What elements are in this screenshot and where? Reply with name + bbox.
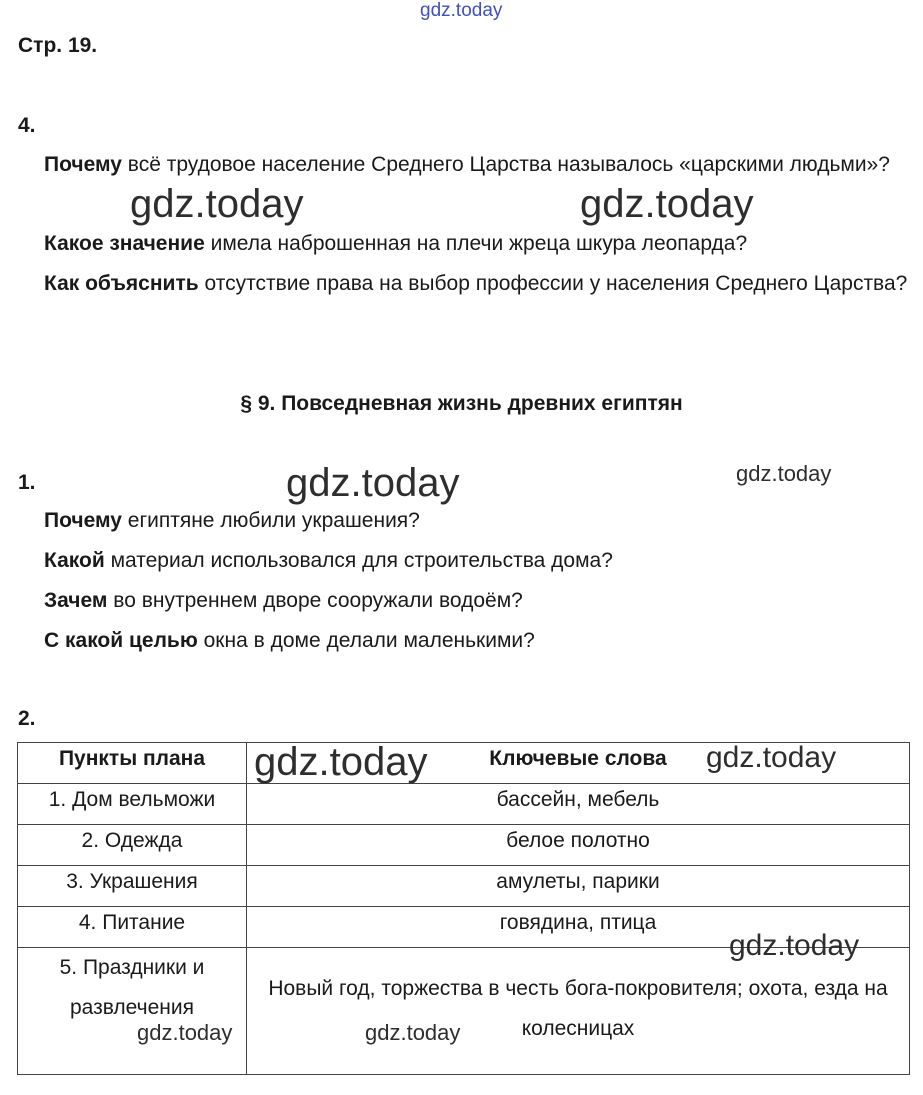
plan-item: 4. Питание	[18, 907, 247, 948]
keywords: белое полотно	[247, 825, 910, 866]
plan-item: 3. Украшения	[18, 866, 247, 907]
table-row	[18, 784, 910, 825]
watermark-top: gdz.today	[420, 0, 503, 21]
watermark: gdz.today	[729, 929, 860, 962]
plan-table	[17, 742, 910, 1075]
question-text: во внутреннем дворе сооружали водоём?	[107, 589, 523, 612]
keywords: бассейн, мебель	[247, 784, 910, 825]
column-header-keywords: Ключевые слова	[247, 743, 910, 784]
table-row	[18, 866, 910, 907]
section-4-question-3	[18, 264, 911, 304]
page-header: Стр. 19.	[18, 34, 98, 57]
keywords: Новый год, торжества в честь бога-покровителя; охота, езда на колесницах	[247, 948, 910, 1075]
question-keyword: Какой	[44, 549, 105, 572]
section-4-question-2	[44, 224, 911, 264]
plan-item: 1. Дом вельможи	[18, 784, 247, 825]
plan-item: 5. Праздники и развлечения	[18, 948, 247, 1075]
question-text: всё трудовое население Среднего Царства называлось «царскими людьми»?	[121, 153, 890, 176]
keywords: амулеты, парики	[247, 866, 910, 907]
section-1-question-2	[44, 541, 613, 581]
watermark: gdz.today	[736, 461, 832, 486]
question-text: окна в доме делали маленькими?	[197, 629, 535, 652]
keywords: говядина, птица	[247, 907, 910, 948]
question-keyword: Почему	[44, 153, 122, 176]
section-1-question-4	[44, 621, 535, 661]
question-text: материал использовался для строительства дома?	[104, 549, 613, 572]
section-2-number: 2.	[18, 707, 36, 730]
question-text: египтяне любили украшения?	[121, 509, 420, 532]
section-1-question-1	[44, 501, 420, 541]
watermark: gdz.today	[365, 1020, 461, 1045]
section-4-question-1	[18, 145, 911, 185]
table-row	[18, 825, 910, 866]
question-keyword: Зачем	[44, 589, 108, 612]
question-text: имела наброшенная на плечи жреца шкура леопарда?	[204, 232, 748, 255]
watermark: gdz.today	[286, 461, 460, 505]
question-keyword: Почему	[44, 509, 122, 532]
column-header-plan: Пункты плана	[18, 743, 247, 784]
question-text: отсутствие права на выбор профессии у населения Среднего Царства?	[198, 272, 908, 295]
section-1-question-3	[44, 581, 523, 621]
section-4-number: 4.	[18, 114, 36, 137]
watermark: gdz.today	[137, 1020, 233, 1045]
question-keyword: С какой целью	[44, 629, 198, 652]
question-keyword: Какое значение	[44, 232, 205, 255]
watermark: gdz.today	[580, 182, 754, 226]
watermark: gdz.today	[130, 182, 304, 226]
table-header-row	[18, 743, 910, 784]
question-keyword: Как объяснить	[44, 272, 199, 295]
watermark: gdz.today	[706, 741, 837, 774]
watermark: gdz.today	[254, 740, 428, 784]
table-row	[18, 948, 910, 1075]
section-1-number: 1.	[18, 471, 36, 494]
chapter-heading: § 9. Повседневная жизнь древних египтян	[240, 392, 683, 415]
plan-item: 2. Одежда	[18, 825, 247, 866]
table-row	[18, 907, 910, 948]
